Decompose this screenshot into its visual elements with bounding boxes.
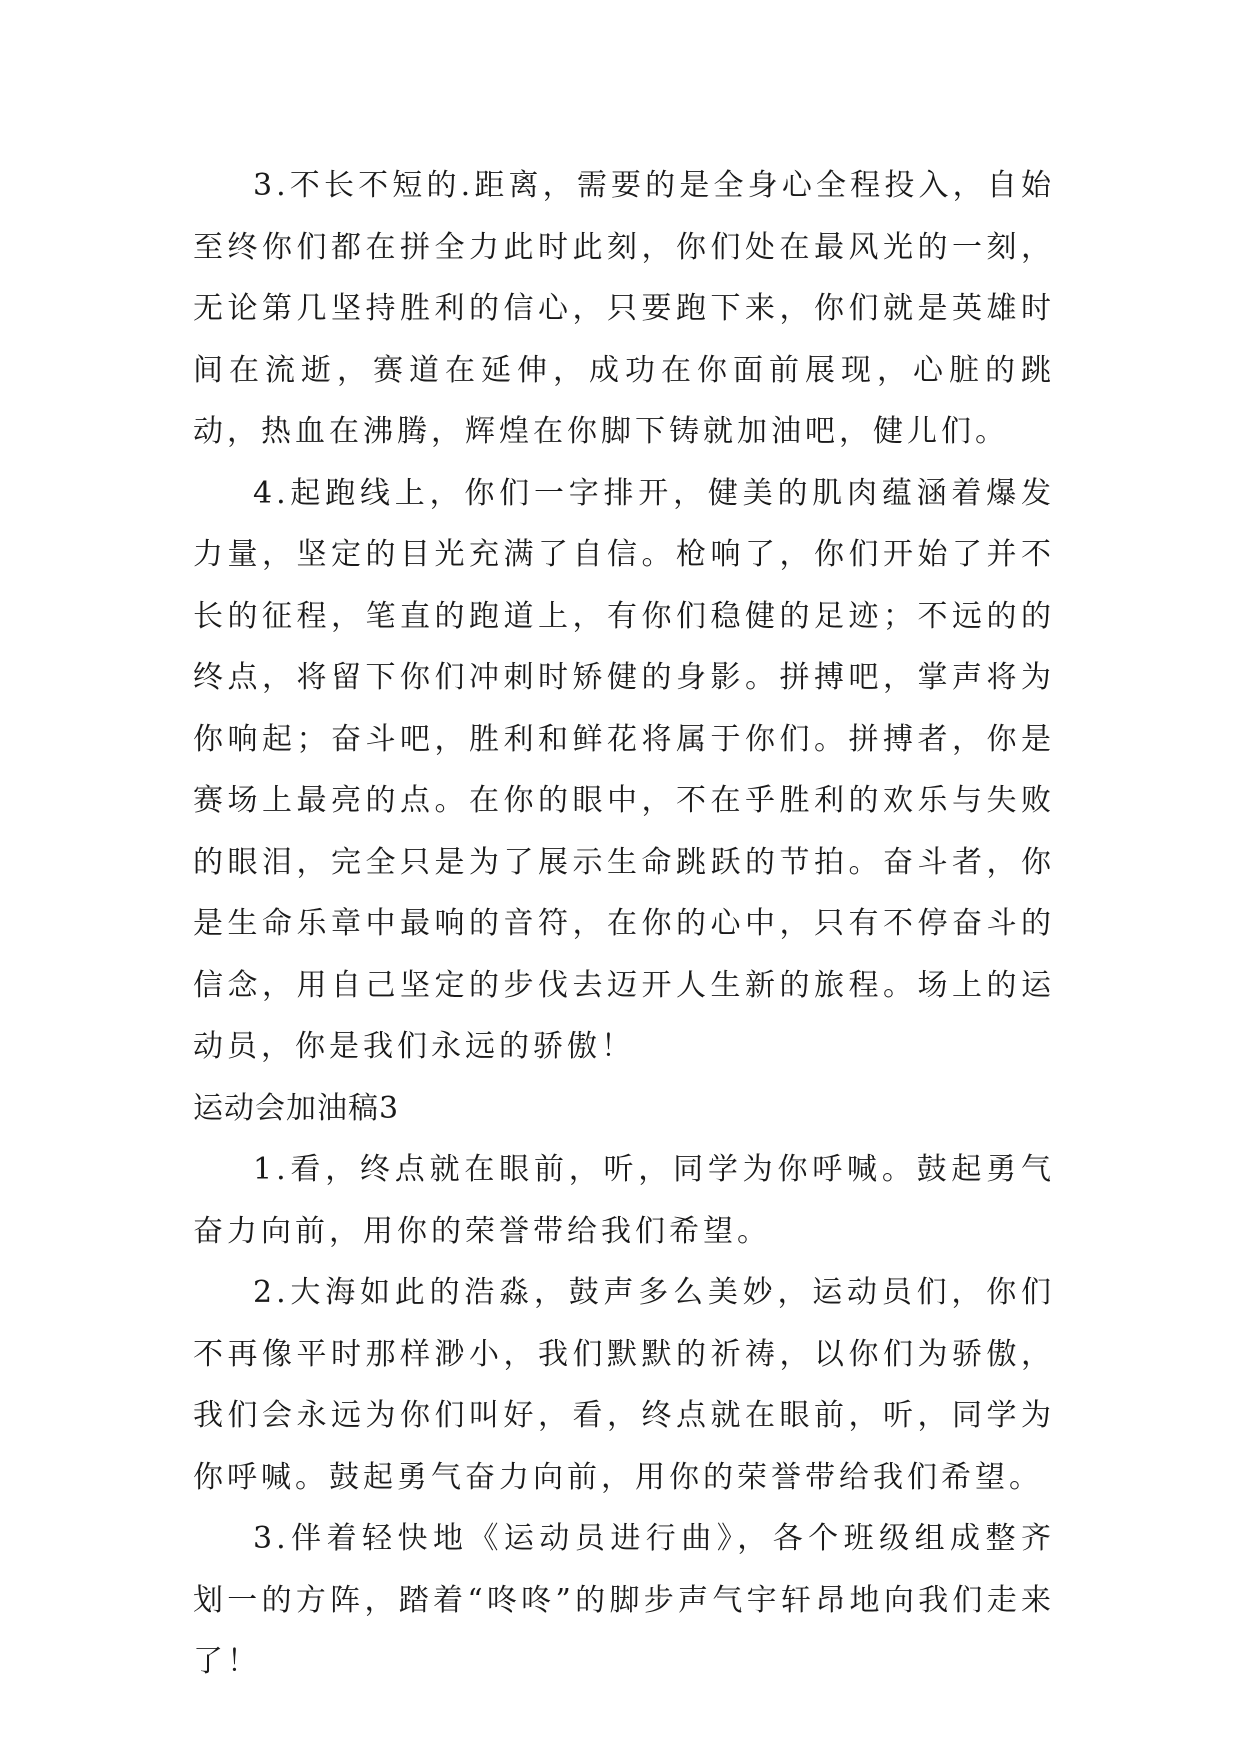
- paragraph-4-start-line: 4.起跑线上，你们一字排开，健美的肌肉蕴涵着爆发力量，坚定的目光充满了自信。枪响了，你们开始了并不长的征程，笔直的跑道上，有你们稳健的足迹；不远的的终点，将留下你们冲刺时矫健的身影。拼搏吧，掌声将为你响起；奋斗吧，胜利和鲜花将属于你们。拼搏者，你是赛场上最亮的点。在你的眼中，不在乎胜利的欢乐与失败的眼泪，完全只是为了展示生命跳跃的节拍。奋斗者，你是生命乐章中最响的音符，在你的心中，只有不停奋斗的信念，用自己坚定的步伐去迈开人生新的旅程。场上的运动员，你是我们永远的骄傲！: [193, 475, 1055, 1064]
- paragraph-2-ocean: 2.大海如此的浩淼，鼓声多么美妙，运动员们，你们不再像平时那样渺小，我们默默的祈祷，以你们为骄傲，我们会永远为你们叫好，看，终点就在眼前，听，同学为你呼喊。鼓起勇气奋力向前，用你的荣誉带给我们希望。: [193, 1275, 1055, 1495]
- section-title: 运动会加油稿3: [193, 1090, 400, 1126]
- paragraph-1-finish-line: 1.看，终点就在眼前，听，同学为你呼喊。鼓起勇气奋力向前，用你的荣誉带给我们希望。: [193, 1152, 1055, 1249]
- paragraph-3-distance: 3.不长不短的.距离，需要的是全身心全程投入，自始至终你们都在拼全力此时此刻，你们处在最风光的一刻，无论第几坚持胜利的信心，只要跑下来，你们就是英雄时间在流逝，赛道在延伸，成功在你面前展现，心脏的跳动，热血在沸腾，辉煌在你脚下铸就加油吧，健儿们。: [193, 168, 1055, 449]
- paragraph-3-march: 3.伴着轻快地《运动员进行曲》，各个班级组成整齐划一的方阵，踏着“咚咚”的脚步声气宇轩昂地向我们走来了！: [193, 1521, 1055, 1679]
- document-body: [193, 155, 1055, 1693]
